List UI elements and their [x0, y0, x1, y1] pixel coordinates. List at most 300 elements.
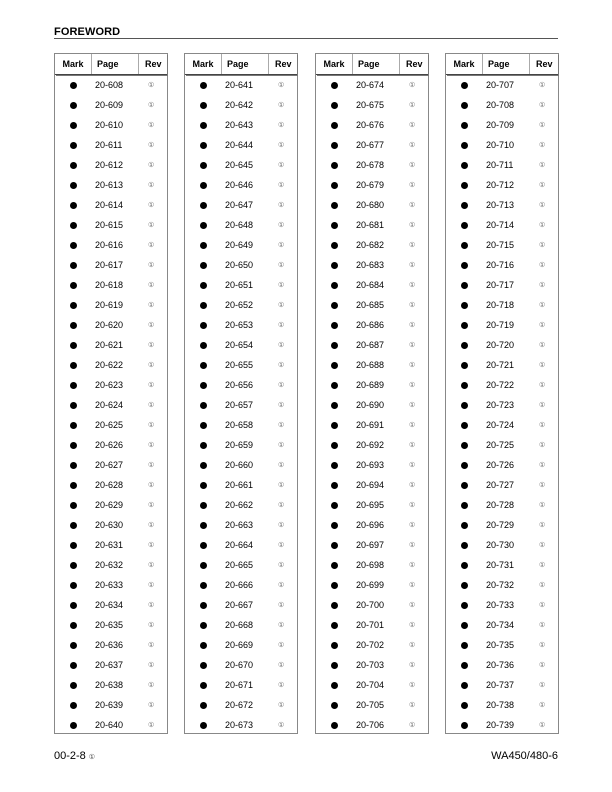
bullet-mark-icon — [331, 202, 338, 209]
rev-cell: ① — [539, 682, 546, 689]
mark-cell — [446, 362, 482, 369]
bullet-mark-icon — [461, 662, 468, 669]
mark-cell — [446, 222, 482, 229]
bullet-mark-icon — [70, 122, 77, 129]
rev-cell: ① — [148, 622, 155, 629]
rev-cell: ① — [539, 362, 546, 369]
bullet-mark-icon — [70, 522, 77, 529]
table-row — [316, 615, 428, 635]
bullet-mark-icon — [331, 442, 338, 449]
rev-cell: ① — [539, 182, 546, 189]
table-row — [316, 555, 428, 575]
page-cell: 20-680 — [356, 200, 385, 210]
table-row — [185, 175, 297, 195]
rev-cell: ① — [278, 542, 285, 549]
bullet-mark-icon — [331, 402, 338, 409]
table-row — [316, 655, 428, 675]
bullet-mark-icon — [70, 302, 77, 309]
bullet-mark-icon — [461, 322, 468, 329]
bullet-mark-icon — [331, 642, 338, 649]
page-cell: 20-623 — [95, 380, 124, 390]
page-cell: 20-646 — [225, 180, 254, 190]
page-cell: 20-739 — [486, 720, 515, 730]
bullet-mark-icon — [331, 702, 338, 709]
header-rev: Rev — [529, 54, 558, 74]
page-cell: 20-704 — [356, 680, 385, 690]
revision-table-1 — [54, 53, 168, 734]
mark-cell — [185, 542, 221, 549]
page-cell: 20-705 — [356, 700, 385, 710]
mark-cell — [185, 102, 221, 109]
table-row — [55, 635, 167, 655]
page-cell: 20-615 — [95, 220, 124, 230]
page-cell: 20-657 — [225, 400, 254, 410]
rev-cell: ① — [148, 382, 155, 389]
table-row — [316, 315, 428, 335]
bullet-mark-icon — [200, 722, 207, 729]
bullet-mark-icon — [461, 602, 468, 609]
mark-cell — [55, 342, 91, 349]
bullet-mark-icon — [70, 382, 77, 389]
table-row — [446, 155, 558, 175]
page-cell: 20-735 — [486, 640, 515, 650]
table-row — [316, 335, 428, 355]
mark-cell — [185, 382, 221, 389]
rev-cell: ① — [278, 282, 285, 289]
page-cell: 20-710 — [486, 140, 515, 150]
rev-cell: ① — [539, 562, 546, 569]
header-page: Page — [352, 54, 399, 74]
rev-cell: ① — [539, 222, 546, 229]
mark-cell — [55, 642, 91, 649]
bullet-mark-icon — [461, 522, 468, 529]
bullet-mark-icon — [200, 562, 207, 569]
table-row — [55, 315, 167, 335]
table-header — [446, 54, 558, 75]
page-cell: 20-714 — [486, 220, 515, 230]
page-cell: 20-635 — [95, 620, 124, 630]
table-row — [185, 115, 297, 135]
rev-cell: ① — [148, 182, 155, 189]
table-row — [185, 155, 297, 175]
page-cell: 20-638 — [95, 680, 124, 690]
bullet-mark-icon — [461, 462, 468, 469]
mark-cell — [446, 562, 482, 569]
table-row — [55, 695, 167, 715]
table-row — [446, 295, 558, 315]
bullet-mark-icon — [331, 262, 338, 269]
page-cell: 20-626 — [95, 440, 124, 450]
page-cell: 20-728 — [486, 500, 515, 510]
mark-cell — [316, 582, 352, 589]
page-cell: 20-709 — [486, 120, 515, 130]
page-cell: 20-690 — [356, 400, 385, 410]
table-row — [316, 495, 428, 515]
page-cell: 20-700 — [356, 600, 385, 610]
table-row — [55, 255, 167, 275]
page-cell: 20-692 — [356, 440, 385, 450]
mark-cell — [316, 302, 352, 309]
table-row — [55, 195, 167, 215]
bullet-mark-icon — [70, 82, 77, 89]
page-cell: 20-723 — [486, 400, 515, 410]
table-row — [55, 175, 167, 195]
table-row — [55, 535, 167, 555]
mark-cell — [55, 162, 91, 169]
mark-cell — [55, 542, 91, 549]
page-cell: 20-649 — [225, 240, 254, 250]
mark-cell — [55, 702, 91, 709]
page-cell: 20-715 — [486, 240, 515, 250]
table-row — [446, 75, 558, 95]
mark-cell — [185, 642, 221, 649]
mark-cell — [55, 582, 91, 589]
rev-cell: ① — [278, 622, 285, 629]
page-cell: 20-661 — [225, 480, 254, 490]
bullet-mark-icon — [70, 582, 77, 589]
mark-cell — [55, 242, 91, 249]
bullet-mark-icon — [461, 582, 468, 589]
header-page: Page — [91, 54, 138, 74]
table-row — [316, 595, 428, 615]
mark-cell — [185, 602, 221, 609]
bullet-mark-icon — [461, 402, 468, 409]
mark-cell — [185, 482, 221, 489]
bullet-mark-icon — [461, 242, 468, 249]
rev-cell: ① — [278, 302, 285, 309]
table-row — [185, 435, 297, 455]
page-cell: 20-713 — [486, 200, 515, 210]
mark-cell — [185, 682, 221, 689]
rev-cell: ① — [539, 702, 546, 709]
rev-cell: ① — [278, 262, 285, 269]
table-header — [55, 54, 167, 75]
rev-cell: ① — [148, 282, 155, 289]
bullet-mark-icon — [461, 362, 468, 369]
rev-cell: ① — [148, 722, 155, 729]
bullet-mark-icon — [331, 142, 338, 149]
page-cell: 20-614 — [95, 200, 124, 210]
page-cell: 20-622 — [95, 360, 124, 370]
table-row — [185, 135, 297, 155]
mark-cell — [55, 562, 91, 569]
bullet-mark-icon — [461, 442, 468, 449]
table-row — [55, 95, 167, 115]
bullet-mark-icon — [70, 222, 77, 229]
rev-cell: ① — [409, 422, 416, 429]
bullet-mark-icon — [331, 422, 338, 429]
table-row — [316, 135, 428, 155]
bullet-mark-icon — [200, 122, 207, 129]
mark-cell — [446, 482, 482, 489]
revision-table-3 — [315, 53, 429, 734]
bullet-mark-icon — [461, 562, 468, 569]
rev-cell: ① — [409, 722, 416, 729]
table-row — [55, 655, 167, 675]
bullet-mark-icon — [461, 502, 468, 509]
bullet-mark-icon — [200, 482, 207, 489]
mark-cell — [55, 442, 91, 449]
mark-cell — [316, 342, 352, 349]
rev-cell: ① — [539, 202, 546, 209]
bullet-mark-icon — [70, 242, 77, 249]
mark-cell — [316, 102, 352, 109]
table-row — [446, 215, 558, 235]
header-page: Page — [482, 54, 529, 74]
mark-cell — [55, 522, 91, 529]
table-row — [185, 715, 297, 735]
page-cell: 20-617 — [95, 260, 124, 270]
page-cell: 20-611 — [95, 140, 123, 150]
table-row — [316, 175, 428, 195]
page-cell: 20-719 — [486, 320, 515, 330]
rev-cell: ① — [539, 162, 546, 169]
page-cell: 20-653 — [225, 320, 254, 330]
table-row — [446, 175, 558, 195]
rev-cell: ① — [539, 342, 546, 349]
bullet-mark-icon — [200, 642, 207, 649]
table-row — [185, 695, 297, 715]
bullet-mark-icon — [200, 462, 207, 469]
table-row — [185, 635, 297, 655]
page-cell: 20-672 — [225, 700, 254, 710]
table-row — [316, 375, 428, 395]
table-row — [185, 395, 297, 415]
table-row — [446, 515, 558, 535]
bullet-mark-icon — [461, 422, 468, 429]
mark-cell — [55, 462, 91, 469]
rev-cell: ① — [539, 482, 546, 489]
rev-cell: ① — [148, 702, 155, 709]
bullet-mark-icon — [461, 482, 468, 489]
mark-cell — [55, 82, 91, 89]
mark-cell — [55, 422, 91, 429]
rev-cell: ① — [409, 302, 416, 309]
mark-cell — [55, 502, 91, 509]
rev-cell: ① — [278, 402, 285, 409]
table-row — [316, 295, 428, 315]
mark-cell — [185, 442, 221, 449]
rev-cell: ① — [278, 222, 285, 229]
mark-cell — [55, 602, 91, 609]
page-cell: 20-640 — [95, 720, 124, 730]
mark-cell — [55, 662, 91, 669]
mark-cell — [446, 702, 482, 709]
revision-table-2 — [184, 53, 298, 734]
mark-cell — [55, 282, 91, 289]
table-row — [446, 335, 558, 355]
bullet-mark-icon — [200, 102, 207, 109]
bullet-mark-icon — [461, 102, 468, 109]
page-cell: 20-629 — [95, 500, 124, 510]
bullet-mark-icon — [70, 182, 77, 189]
bullet-mark-icon — [200, 82, 207, 89]
bullet-mark-icon — [461, 702, 468, 709]
mark-cell — [185, 462, 221, 469]
rev-cell: ① — [539, 722, 546, 729]
page-cell: 20-659 — [225, 440, 254, 450]
mark-cell — [316, 642, 352, 649]
page-cell: 20-721 — [486, 360, 515, 370]
mark-cell — [185, 402, 221, 409]
bullet-mark-icon — [461, 302, 468, 309]
rev-cell: ① — [148, 162, 155, 169]
bullet-mark-icon — [331, 562, 338, 569]
bullet-mark-icon — [461, 722, 468, 729]
bullet-mark-icon — [200, 302, 207, 309]
table-row — [55, 575, 167, 595]
rev-cell: ① — [409, 462, 416, 469]
page-cell: 20-722 — [486, 380, 515, 390]
mark-cell — [446, 102, 482, 109]
rev-cell: ① — [278, 482, 285, 489]
page-cell: 20-676 — [356, 120, 385, 130]
page-cell: 20-642 — [225, 100, 254, 110]
bullet-mark-icon — [200, 242, 207, 249]
mark-cell — [55, 122, 91, 129]
mark-cell — [185, 162, 221, 169]
mark-cell — [446, 462, 482, 469]
page-cell: 20-686 — [356, 320, 385, 330]
mark-cell — [446, 382, 482, 389]
page-cell: 20-631 — [95, 540, 124, 550]
rev-cell: ① — [278, 562, 285, 569]
rev-cell: ① — [278, 442, 285, 449]
table-row — [316, 635, 428, 655]
table-row — [446, 475, 558, 495]
table-row — [55, 115, 167, 135]
mark-cell — [446, 182, 482, 189]
rev-cell: ① — [148, 402, 155, 409]
bullet-mark-icon — [331, 722, 338, 729]
mark-cell — [316, 562, 352, 569]
page-cell: 20-718 — [486, 300, 515, 310]
page-cell: 20-666 — [225, 580, 254, 590]
rev-cell: ① — [278, 682, 285, 689]
mark-cell — [446, 602, 482, 609]
mark-cell — [446, 82, 482, 89]
page-cell: 20-696 — [356, 520, 385, 530]
table-row — [446, 435, 558, 455]
table-row — [446, 395, 558, 415]
rev-cell: ① — [148, 222, 155, 229]
table-row — [446, 495, 558, 515]
page-cell: 20-674 — [356, 80, 385, 90]
table-row — [55, 415, 167, 435]
table-row — [55, 155, 167, 175]
bullet-mark-icon — [331, 242, 338, 249]
table-row — [446, 235, 558, 255]
page-cell: 20-737 — [486, 680, 515, 690]
mark-cell — [316, 282, 352, 289]
bullet-mark-icon — [331, 182, 338, 189]
rev-cell: ① — [539, 542, 546, 549]
header-mark: Mark — [453, 59, 475, 69]
rev-cell: ① — [409, 102, 416, 109]
mark-cell — [185, 722, 221, 729]
page-cell: 20-675 — [356, 100, 385, 110]
rev-cell: ① — [539, 382, 546, 389]
page-cell: 20-701 — [356, 620, 385, 630]
rev-cell: ① — [539, 102, 546, 109]
bullet-mark-icon — [200, 382, 207, 389]
rev-cell: ① — [148, 562, 155, 569]
bullet-mark-icon — [200, 582, 207, 589]
header-rev: Rev — [399, 54, 428, 74]
mark-cell — [316, 462, 352, 469]
table-row — [316, 435, 428, 455]
table-row — [446, 695, 558, 715]
table-row — [446, 375, 558, 395]
mark-cell — [185, 502, 221, 509]
mark-cell — [55, 682, 91, 689]
table-row — [446, 255, 558, 275]
rev-cell: ① — [539, 582, 546, 589]
table-row — [55, 495, 167, 515]
table-row — [55, 675, 167, 695]
bullet-mark-icon — [70, 202, 77, 209]
rev-cell: ① — [148, 462, 155, 469]
mark-cell — [185, 522, 221, 529]
mark-cell — [55, 302, 91, 309]
mark-cell — [55, 222, 91, 229]
table-row — [316, 275, 428, 295]
bullet-mark-icon — [331, 542, 338, 549]
bullet-mark-icon — [331, 102, 338, 109]
bullet-mark-icon — [461, 162, 468, 169]
table-row — [185, 95, 297, 115]
bullet-mark-icon — [461, 382, 468, 389]
rev-cell: ① — [409, 322, 416, 329]
mark-cell — [316, 242, 352, 249]
mark-cell — [185, 662, 221, 669]
bullet-mark-icon — [200, 422, 207, 429]
rev-cell: ① — [148, 482, 155, 489]
mark-cell — [446, 502, 482, 509]
page-cell: 20-725 — [486, 440, 515, 450]
rev-cell: ① — [278, 162, 285, 169]
rev-cell: ① — [409, 382, 416, 389]
page-cell: 20-652 — [225, 300, 254, 310]
rev-cell: ① — [278, 362, 285, 369]
bullet-mark-icon — [461, 182, 468, 189]
mark-cell — [316, 442, 352, 449]
table-row — [55, 455, 167, 475]
bullet-mark-icon — [200, 402, 207, 409]
table-row — [55, 395, 167, 415]
table-row — [185, 495, 297, 515]
bullet-mark-icon — [200, 542, 207, 549]
bullet-mark-icon — [70, 362, 77, 369]
mark-cell — [316, 142, 352, 149]
mark-cell — [316, 662, 352, 669]
table-row — [185, 615, 297, 635]
table-row — [446, 135, 558, 155]
table-row — [446, 655, 558, 675]
table-row — [185, 575, 297, 595]
mark-cell — [316, 82, 352, 89]
table-row — [446, 415, 558, 435]
table-row — [316, 155, 428, 175]
page-cell: 20-684 — [356, 280, 385, 290]
page-cell: 20-695 — [356, 500, 385, 510]
table-row — [55, 475, 167, 495]
bullet-mark-icon — [200, 362, 207, 369]
bullet-mark-icon — [331, 382, 338, 389]
rev-cell: ① — [148, 442, 155, 449]
page-cell: 20-729 — [486, 520, 515, 530]
rev-cell: ① — [409, 242, 416, 249]
